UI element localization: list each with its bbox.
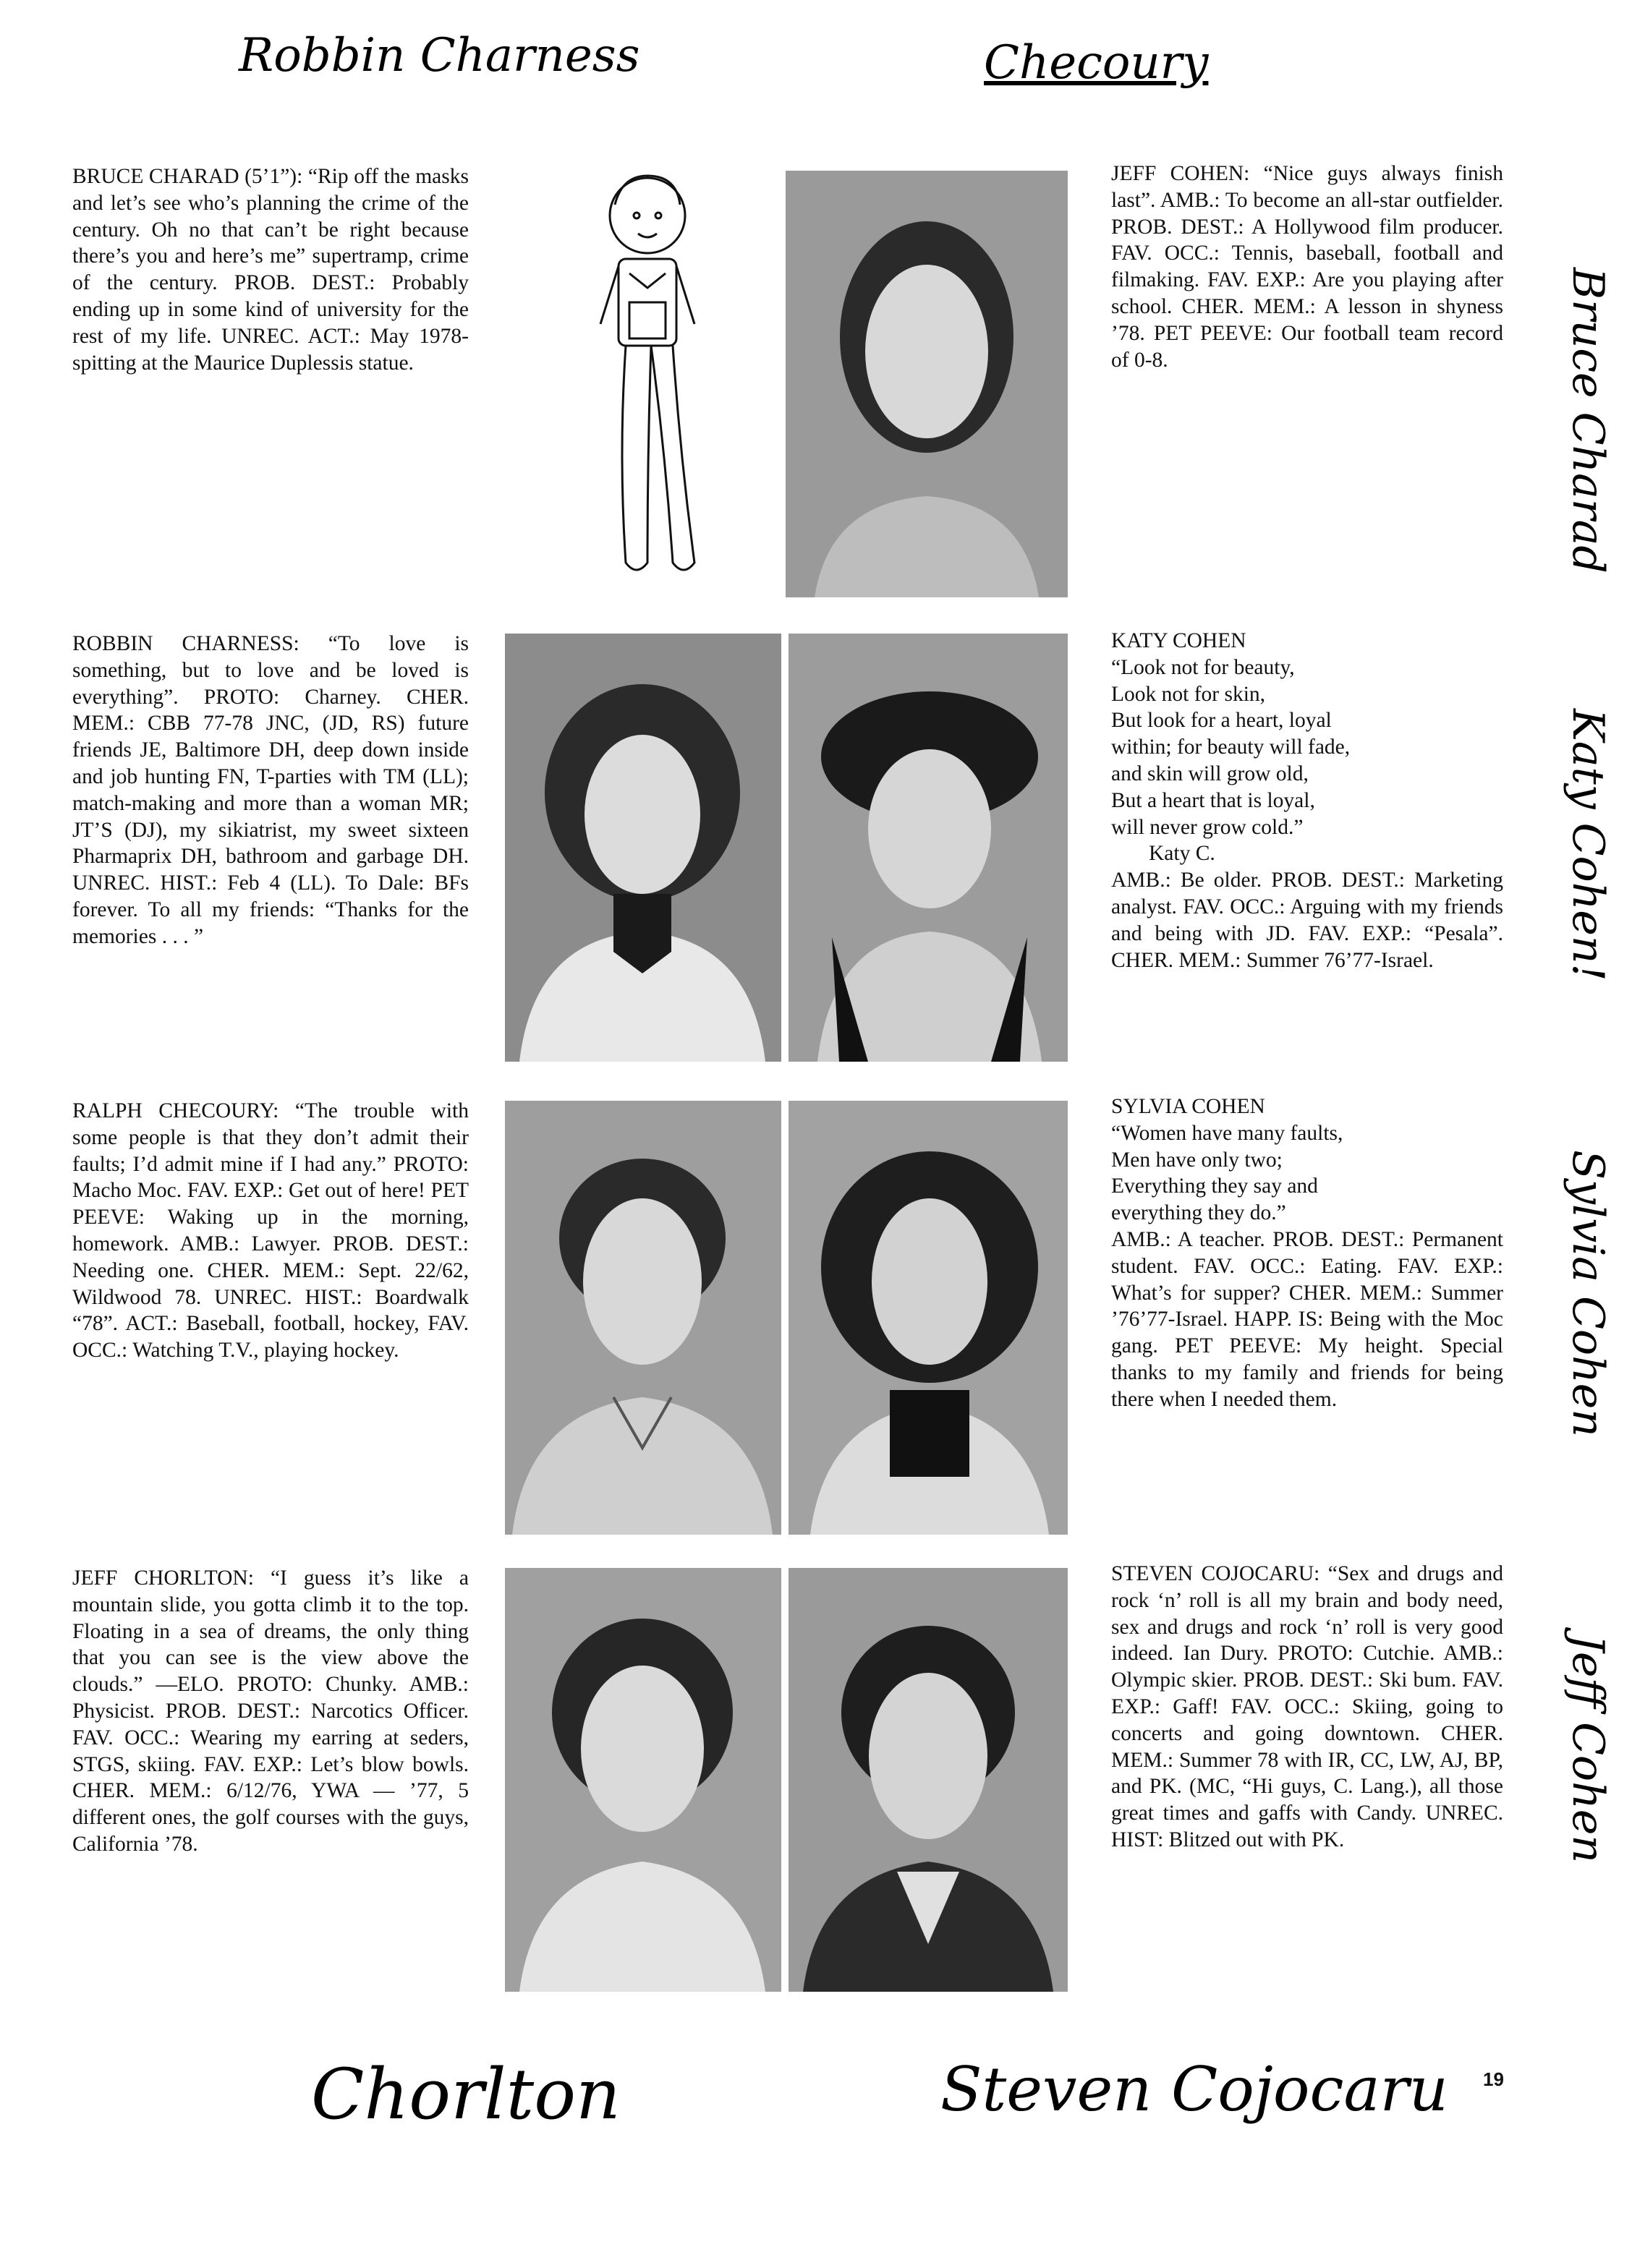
poem-attribution: Katy C. <box>1149 842 1215 866</box>
signature-jeff-cohen: Jeff Cohen <box>1563 1634 1613 1863</box>
poem-line: within; for beauty will fade, <box>1111 736 1351 759</box>
poem-line: But a heart that is loyal, <box>1111 788 1315 812</box>
poem-line: “Women have many faults, <box>1111 1121 1343 1145</box>
portrait-icon <box>789 1568 1068 1992</box>
signature-katy-cohen: Katy Cohen! <box>1563 709 1613 981</box>
photo-katy-cohen <box>789 634 1068 1062</box>
portrait-icon <box>505 634 781 1062</box>
bio-sylvia-cohen <box>1111 1094 1503 1413</box>
poem-line: Everything they say and <box>1111 1174 1318 1198</box>
poem-line: will never grow cold.” <box>1111 815 1304 839</box>
bio-jeff-chorlton: JEFF CHORLTON: “I guess it’s like a mountain slide, you gotta climb it to the top. Floating in a sea of dreams, the only thing that you can see is the view above the clouds.” —ELO. PROTO: Chunky. AMB.: Physicist. PROB. DEST.: Narcotics Officer. FAV. OCC.: Wearing my earring at seders, STGS, skiing. FAV. EXP.: Let’s blow bowls. CHER. MEM.: 6/12/76, YWA — ’77, 5 different ones, the golf courses with the guys, California ’78. <box>72 1566 469 1856</box>
signature-steven-cojocaru: Steven Cojocaru <box>940 2054 1448 2125</box>
poem-line: everything they do.” <box>1111 1201 1286 1225</box>
signature-sylvia-cohen: Sylvia Cohen <box>1563 1150 1613 1437</box>
bio-katy-cohen <box>1111 628 1503 973</box>
bio-jeff-cohen: JEFF COHEN: “Nice guys always finish last”. AMB.: To become an all-star outfielder. PROB. DEST.: A Hollywood film producer. FAV. OCC.: Tennis, baseball, football and filmaking. FAV. EXP.: Are you playing after school. CHER. MEM.: A lesson in shyness ’78. PET PEEVE: Our football team record of 0-8. <box>1111 162 1503 372</box>
bio-ralph-checoury: RALPH CHECOURY: “The trouble with some people is that they don’t admit their faults; I’d admit mine if I had any.” PROTO: Macho Moc. FAV. EXP.: Get out of here! PET PEEVE: Waking up in the morning, homework. AMB.: Lawyer. PROB. DEST.: Needing one. CHER. MEM.: Sept. 22/62, Wildwood 78. UNREC. HIST.: Boardwalk “78”. ACT.: Baseball, football, hockey, FAV. OCC.: Watching T.V., playing hockey. <box>72 1099 469 1363</box>
bio-name: KATY COHEN <box>1111 629 1246 652</box>
poem-line: and skin will grow old, <box>1111 762 1309 785</box>
poem-line: Men have only two; <box>1111 1148 1283 1172</box>
poem-line: “Look not for beauty, <box>1111 655 1295 679</box>
portrait-icon <box>505 1101 781 1535</box>
photo-jeff-chorlton <box>505 1568 781 1992</box>
portrait-icon <box>786 171 1068 597</box>
photo-steven-cojocaru <box>789 1568 1068 1992</box>
portrait-icon <box>789 1101 1068 1535</box>
photo-ralph-checoury <box>505 1101 781 1535</box>
cartoon-figure-icon <box>579 165 716 592</box>
bio-bruce-charad: BRUCE CHARAD (5’1”): “Rip off the masks and let’s see who’s planning the crime of the century. Oh no that can’t be right because there’s you and here’s me” supertramp, crime of the century. PROB. DEST.: Probably ending up in some kind of university for the rest of my life. UNREC. ACT.: May 1978- spitting at the Maurice Duplessis statue. <box>72 165 469 375</box>
photo-jeff-cohen <box>786 171 1068 597</box>
signature-robbin-charness: Robbin Charness <box>239 29 640 82</box>
photo-robbin-charness <box>505 634 781 1062</box>
poem-line: But look for a heart, loyal <box>1111 709 1332 733</box>
portrait-icon <box>505 1568 781 1992</box>
bio-text: AMB.: A teacher. PROB. DEST.: Permanent student. FAV. OCC.: Eating. FAV. EXP.: What’s for supper? CHER. MEM.: Summer ’76’77-Israel. HAPP. IS: Being with the Moc gang. PET PEEVE: My height. Special thanks to my family and friends for being there when I needed them. <box>1111 1227 1503 1411</box>
bio-text: AMB.: Be older. PROB. DEST.: Marketing analyst. FAV. OCC.: Arguing with my friends and being with JD. FAV. EXP.: “Pesala”. CHER. MEM.: Summer 76’77-Israel. <box>1111 869 1503 972</box>
sketch-drawing <box>579 165 716 592</box>
photo-sylvia-cohen <box>789 1101 1068 1535</box>
bio-steven-cojocaru: STEVEN COJOCARU: “Sex and drugs and rock ‘n’ roll is all my brain and body need, sex and drugs and rock ‘n’ roll is very good indeed. Ian Dury. PROTO: Cutchie. AMB.: Olympic skier. PROB. DEST.: Ski bum. FAV. EXP.: Gaff! FAV. OCC.: Skiing, going to concerts and going downtown. CHER. MEM.: Summer 78 with IR, CC, LW, AJ, BP, and PK. (MC, “Hi guys, C. Lang.), all those great times and gaffs with Candy. UNREC. HIST: Blitzed out with PK. <box>1111 1562 1503 1851</box>
bio-name: SYLVIA COHEN <box>1111 1095 1265 1118</box>
portrait-icon <box>789 634 1068 1062</box>
signature-chorlton: Chorlton <box>311 2054 621 2135</box>
page-number: 19 <box>1483 2068 1504 2090</box>
bio-robbin-charness: ROBBIN CHARNESS: “To love is something, but to love and be loved is everything”. PROTO: Charney. CHER. MEM.: CBB 77-78 JNC, (JD, RS) future friends JE, Baltimore DH, deep down inside and job hunting FN, T-parties with TM (LL); match-making and more than a woman MR; JT’S (DJ), my sikiatrist, my sweet sixteen Pharmaprix DH, bathroom and garbage DH. UNREC. HIST.: Feb 4 (LL). To Dale: BFs forever. To all my friends: “Thanks for the memories . . . ” <box>72 632 469 948</box>
poem-line: Look not for skin, <box>1111 682 1266 706</box>
signature-checoury: Checoury <box>984 36 1209 90</box>
signature-bruce-charad: Bruce Charad <box>1563 268 1613 574</box>
